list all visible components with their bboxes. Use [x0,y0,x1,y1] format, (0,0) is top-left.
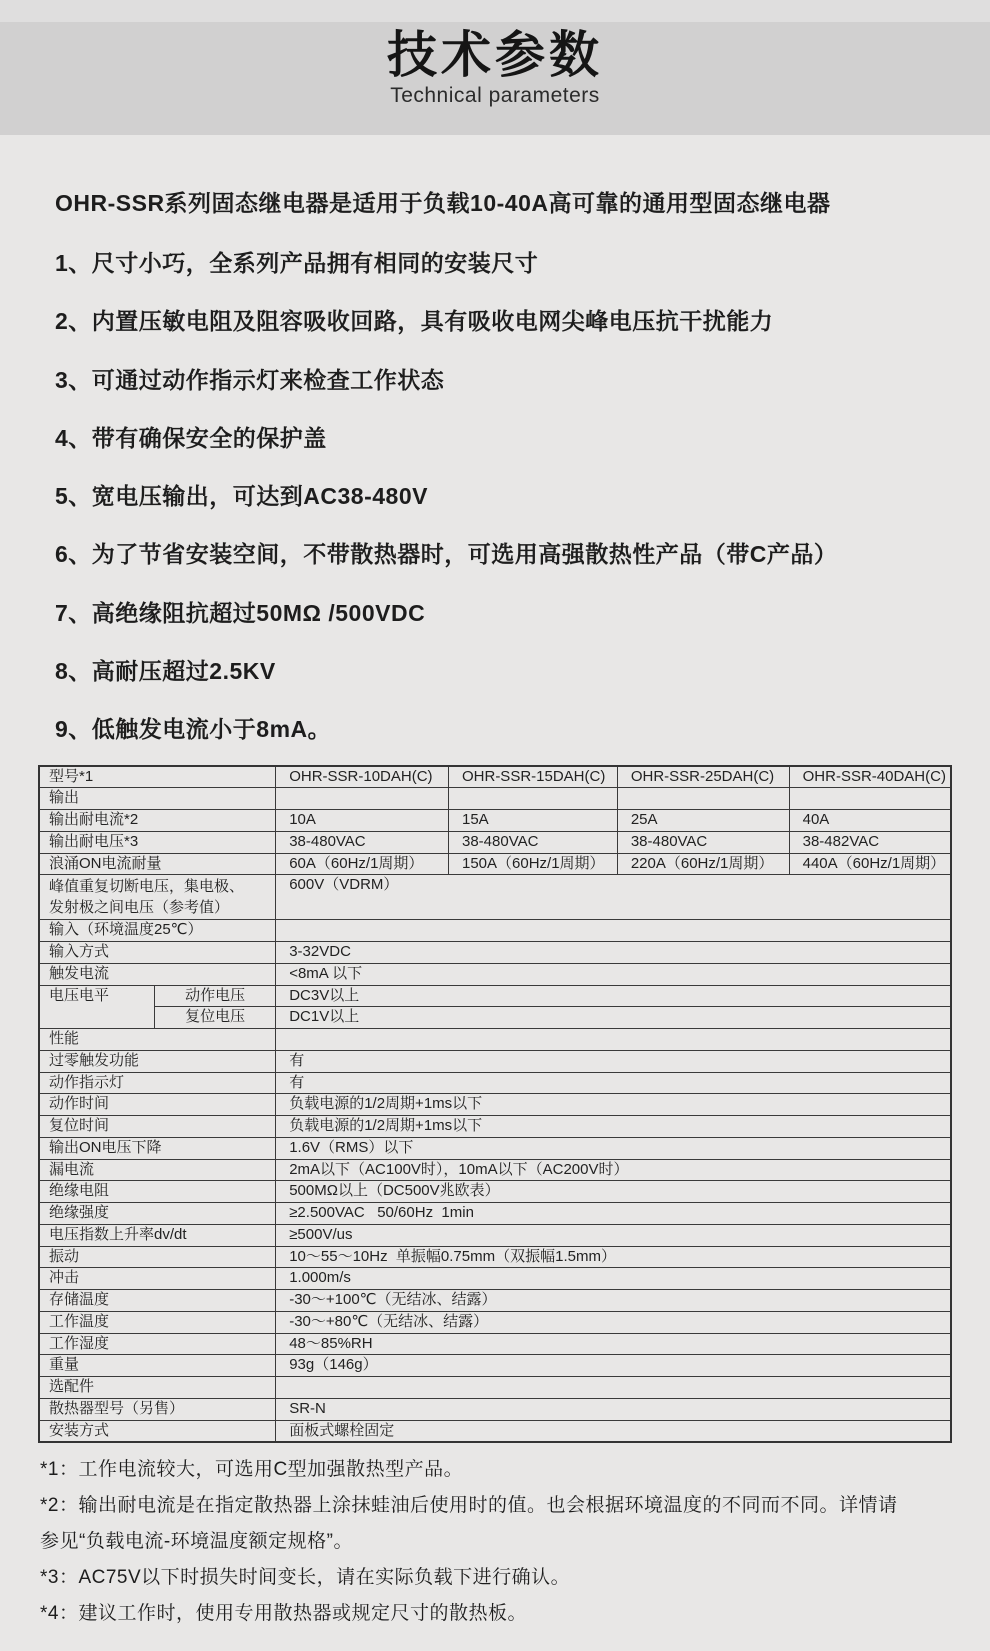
row-value: -30～+100℃（无结冰、结露） [276,1290,951,1312]
feature-item-7: 7、高绝缘阻抗超过50MΩ /500VDC [55,599,426,626]
row-value: DC1V以上 [276,1007,951,1029]
row-label: 触发电流 [39,963,276,985]
row-value: <8mA 以下 [276,963,951,985]
row-label: 散热器型号（另售） [39,1398,276,1420]
row-value: 60A（60Hz/1周期） [276,853,449,875]
feature-item-8: 8、高耐压超过2.5KV [55,658,276,685]
row-value: 25A [617,810,789,832]
row-label: 振动 [39,1246,276,1268]
table-row-dvdt [39,1224,951,1246]
table-row-zero-cross [39,1050,951,1072]
row-value: 38-480VAC [617,831,789,853]
feature-item-4: 4、带有确保安全的保护盖 [55,424,327,451]
row-label: 工作温度 [39,1311,276,1333]
section-label: 输出 [39,788,276,810]
peak-label-line2: 发射极之间电压（参考值） [49,899,230,917]
row-label: 绝缘强度 [39,1203,276,1225]
row-value: 1.000m/s [276,1268,951,1290]
table-row-output-current [39,810,951,832]
empty-cell [448,788,617,810]
table-row-on-voltage-drop [39,1137,951,1159]
table-row-output-voltage [39,831,951,853]
row-value: 负载电源的1/2周期+1ms以下 [276,1094,951,1116]
table-section-output [39,788,951,810]
table-row-peak-voltage [39,875,951,920]
row-value: 40A [789,810,951,832]
row-value: 93g（146g） [276,1355,951,1377]
row-value: 有 [276,1050,951,1072]
section-label: 性能 [39,1029,276,1051]
empty-cell [276,920,951,942]
row-label: 安装方式 [39,1420,276,1442]
row-value: 面板式螺栓固定 [276,1420,951,1442]
table-row-operate-time [39,1094,951,1116]
row-value: 500MΩ以上（DC500V兆欧表） [276,1181,951,1203]
feature-item-3: 3、可通过动作指示灯来检查工作状态 [55,366,445,393]
row-value: 38-480VAC [276,831,449,853]
table-row-trigger-current [39,963,951,985]
table-row-surge-current [39,853,951,875]
footnote-4: *4：建议工作时，使用专用散热器或规定尺寸的散热板。 [40,1602,527,1624]
model-name-cell: OHR-SSR-10DAH(C) [276,766,449,788]
row-label: 电压电平 [39,985,154,1029]
row-value: 440A（60Hz/1周期） [789,853,951,875]
table-row-shock [39,1268,951,1290]
row-label: 动作指示灯 [39,1072,276,1094]
row-value: 220A（60Hz/1周期） [617,853,789,875]
page-subtitle: Technical parameters [390,84,600,107]
sub-row-label: 复位电压 [154,1007,275,1029]
row-value: 38-480VAC [448,831,617,853]
feature-item-5: 5、宽电压输出，可达到AC38-480V [55,483,428,510]
row-value: 38-482VAC [789,831,951,853]
row-value: ≥500V/us [276,1224,951,1246]
row-value: 48～85%RH [276,1333,951,1355]
empty-cell [617,788,789,810]
row-value: 2mA以下（AC100V时），10mA以下（AC200V时） [276,1159,951,1181]
table-row-mounting [39,1420,951,1442]
row-value: 3-32VDC [276,942,951,964]
row-label: 输出耐电流*2 [39,810,276,832]
empty-cell [789,788,951,810]
table-section-options [39,1377,951,1399]
content [0,185,990,1651]
spec-table [38,765,952,1444]
row-label: 动作时间 [39,1094,276,1116]
empty-cell [276,1029,951,1051]
footnote-2-line2: 参见“负载电流-环境温度额定规格”。 [40,1531,353,1553]
row-value: ≥2.500VAC 50/60Hz 1min [276,1203,951,1225]
row-value: 1.6V（RMS）以下 [276,1137,951,1159]
row-label [39,875,276,920]
table-row-heatsink-model [39,1398,951,1420]
footnotes [40,1459,952,1650]
row-label: 输出耐电压*3 [39,831,276,853]
row-label: 输入方式 [39,942,276,964]
row-value: 150A（60Hz/1周期） [448,853,617,875]
section-label: 输入（环境温度25℃） [39,920,276,942]
table-row-input-mode [39,942,951,964]
table-row-storage-temp [39,1290,951,1312]
feature-item-2: 2、内置压敏电阻及阻容吸收回路，具有吸收电网尖峰电压抗干扰能力 [55,308,774,335]
empty-cell [276,1377,951,1399]
row-label: 过零触发功能 [39,1050,276,1072]
row-label: 绝缘电阻 [39,1181,276,1203]
empty-cell [276,788,449,810]
row-value: -30～+80℃（无结冰、结露） [276,1311,951,1333]
row-label: 漏电流 [39,1159,276,1181]
row-label: 输出ON电压下降 [39,1137,276,1159]
peak-label-line1: 峰值重复切断电压，集电极、 [49,878,245,896]
feature-item-9: 9、低触发电流小于8mA。 [55,716,332,743]
row-label: 冲击 [39,1268,276,1290]
row-label: 存储温度 [39,1290,276,1312]
row-value: 10A [276,810,449,832]
row-value: DC3V以上 [276,985,951,1007]
footnote-1: *1：工作电流较大，可选用C型加强散热型产品。 [40,1459,464,1481]
row-value: 10～55～10Hz 单振幅0.75mm（双振幅1.5mm） [276,1246,951,1268]
table-row-indicator [39,1072,951,1094]
page-title: 技术参数 [387,27,603,83]
footnote-3: *3：AC75V以下时损失时间变长，请在实际负载下进行确认。 [40,1566,571,1588]
table-section-input [39,920,951,942]
row-value: 600V（VDRM） [276,875,951,920]
top-strip [0,0,990,22]
row-value: 有 [276,1072,951,1094]
table-row-model-header [39,766,951,788]
row-label: 浪涌ON电流耐量 [39,853,276,875]
sub-row-label: 动作电压 [154,985,275,1007]
row-label: 工作湿度 [39,1333,276,1355]
model-name-cell: OHR-SSR-15DAH(C) [448,766,617,788]
table-row-insulation-resistance [39,1181,951,1203]
section-label: 选配件 [39,1377,276,1399]
model-header-label: 型号*1 [39,766,276,788]
row-value: SR-N [276,1398,951,1420]
table-row-weight [39,1355,951,1377]
row-label: 电压指数上升率dv/dt [39,1224,276,1246]
row-value: 负载电源的1/2周期+1ms以下 [276,1116,951,1138]
row-label: 复位时间 [39,1116,276,1138]
table-row-voltage-level-on [39,985,951,1007]
table-row-dielectric-strength [39,1203,951,1225]
table-row-vibration [39,1246,951,1268]
model-name-cell: OHR-SSR-25DAH(C) [617,766,789,788]
intro-text: OHR-SSR系列固态继电器是适用于负载10-40A高可靠的通用型固态继电器 [55,190,831,216]
footnote-2-line1: *2：输出耐电流是在指定散热器上涂抹蛙油后使用时的值。也会根据环境温度的不同而不同。详情请 [40,1495,898,1517]
table-row-reset-time [39,1116,951,1138]
row-label: 重量 [39,1355,276,1377]
feature-item-1: 1、尺寸小巧，全系列产品拥有相同的安装尺寸 [55,250,539,276]
table-section-performance [39,1029,951,1051]
header-band [0,22,990,135]
table-row-working-temp [39,1311,951,1333]
table-row-leakage-current [39,1159,951,1181]
table-row-working-humidity [39,1333,951,1355]
table-row-voltage-level-reset [39,1007,951,1029]
feature-item-6: 6、为了节省安装空间，不带散热器时，可选用高强散热性产品（带C产品） [55,541,838,568]
row-value: 15A [448,810,617,832]
model-name-cell: OHR-SSR-40DAH(C) [789,766,951,788]
